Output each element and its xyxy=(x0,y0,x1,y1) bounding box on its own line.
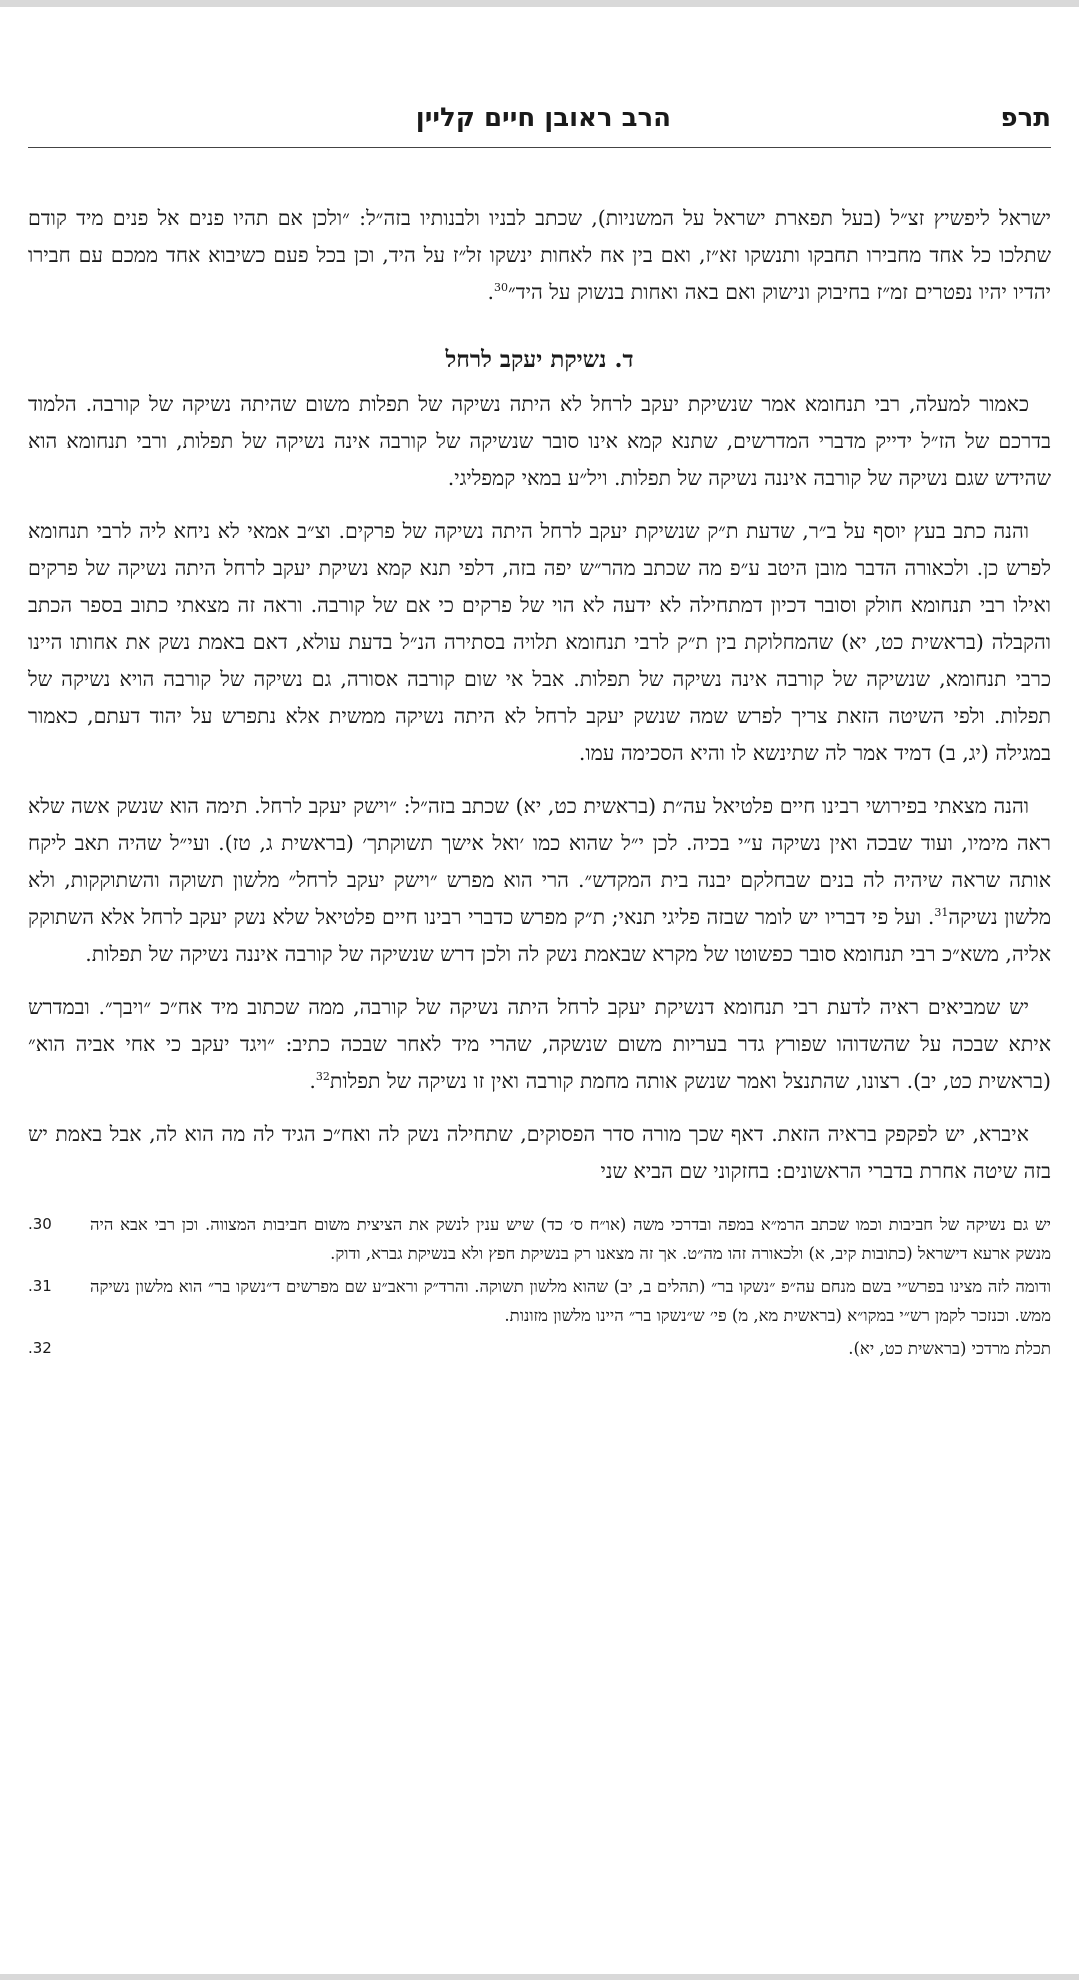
paragraph xyxy=(28,386,1051,497)
paragraph xyxy=(28,989,1051,1100)
paragraph-text: איברא, יש לפקפק בראיה הזאת. דאף שכך מורה סדר הפסוקים, שתחילה נשק לה ואח״כ הגיד לה מה הוא לה, אבל באמת יש בזה שיטה אחרת בדברי הראשונים: בחזקוני שם הביא שני xyxy=(28,1122,1051,1183)
footnote-ref-30[interactable]: 30 xyxy=(493,281,508,295)
paragraph-text-tail: . ועל פי דבריו יש לומר שבזה פליגי תנאי; ת״ק מפרש כדברי רבינו חיים פלטיאל שלא נשק יעקב לרחל אלא השתוקק אליה, משא״כ רבי תנחומא סובר כפשוטו של מקרא שבאמת נשק לה ולכן דרש שנשיקה של קורבה איננה נשיקה של תפלות. xyxy=(28,905,1051,966)
paragraph xyxy=(28,788,1051,973)
section-title: ד. נשיקת יעקב לרחל xyxy=(445,346,634,373)
footnote xyxy=(28,1334,1051,1363)
footnote-number: .31 xyxy=(28,1277,52,1295)
paragraph-text: יש שמביאים ראיה לדעת רבי תנחומא דנשיקת יעקב לרחל היתה נשיקה של קורבה, ממה שכתוב מיד אח״כ ״ויבך״. ובמדרש איתא שבכה על שהשדוהו שפורץ גדר בעריות משום שנשקה, שהרי מיד לאחר שבכה כתיב: ״ויגד יעקב כי אחי אביה הוא״ (בראשית כט, יב). רצונו, שהתנצל ואמר שנשק אותה מחמת קורבה ואין זו נשיקה של תפלות xyxy=(28,995,1051,1093)
footnote-ref-32[interactable]: 32 xyxy=(315,1070,330,1084)
paragraph-text: ישראל ליפשיץ זצ״ל (בעל תפארת ישראל על המשניות), שכתב לבניו ולבנותיו בזה״ל: ״ולכן אם תהיו פנים אל פנים מיד קודם שתלכו כל אחד מחבירו תחבקו ותנשקו זא״ז, ואם בין אח לאחות ינשקו זל״ז על היד, וכן בכל פעם כשיבוא אחד ממכם עם חבירו יהדיו יהיו נפטרים זמ״ז בחיבוק ונישוק ואם באה ואחות בנשוק על היד״ xyxy=(28,206,1051,304)
footnote-number: .30 xyxy=(28,1215,52,1233)
footnote-ref-31[interactable]: 31 xyxy=(934,906,949,920)
paragraph xyxy=(28,200,1051,311)
footnotes xyxy=(28,1210,1051,1363)
paragraph xyxy=(28,513,1051,772)
footnote-number: .32 xyxy=(28,1339,52,1357)
book-author: הרב ראובן חיים קליין xyxy=(415,103,671,133)
footnote xyxy=(28,1210,1051,1268)
paragraph-text-tail: . xyxy=(487,280,494,304)
top-frame xyxy=(0,0,1079,7)
page-number: תרפ xyxy=(1000,103,1051,133)
bottom-frame xyxy=(0,1974,1079,1980)
paragraph-text: והנה כתב בעץ יוסף על ב״ר, שדעת ת״ק שנשיקת יעקב לרחל היתה נשיקה של פרקים. וצ״ב אמאי לא ניחא ליה לרבי תנחומא לפרש כן. ולכאורה הדבר מובן היטב ע״פ מה שכתב מהר״ש יפה בזה, דלפי תנא קמא נשיקת יעקב לרחל היתה נשיקה של פרקים ואילו רבי תנחומא חולק וסובר דכיון דמתחילה לא ידעה לא הוי של פרקים כי אם של קורבה. וראה זה מצאתי כתוב בספר הכתב והקבלה (בראשית כט, יא) שהמחלוקת בין ת״ק לרבי תנחומא תלויה בסתירה הנ״ל בדעת עולא, דאם באמת נשק את אחותו היינו כרבי תנחומא, שנשיקה של קורבה אינה נשיקה של תפלות. אבל אי שום קורבה אסורה, גם נשיקה של קורבה הויא נשיקה של תפלות. ולפי השיטה הזאת צריך לפרש שמה שנשק יעקב לרחל לא היתה נשיקה ממשית אלא נתפרש על יהוד דעתם, כאמור במגילה (יג, ב) דמיד אמר לה שתינשא לו והיא הסכימה עמו. xyxy=(28,519,1051,765)
footnote-text: יש גם נשיקה של חביבות וכמו שכתב הרמ״א במפה ובדרכי משה (או״ח ס׳ כד) שיש ענין לנשק את הציצית משום חביבות המצווה. וכן רבי אבא היה מנשק ארעא דישראל (כתובות קיב, א) ולכאורה זהו מה״ט. אך זה מצאנו רק בנשיקת חפץ ולא בנשיקת גברא, ודוק. xyxy=(90,1215,1051,1263)
main-text xyxy=(28,200,1051,1190)
book-page xyxy=(28,95,1051,1367)
paragraph-text-tail: . xyxy=(309,1069,316,1093)
running-head xyxy=(28,95,1051,148)
footnote-text: תכלת מרדכי (בראשית כט, יא). xyxy=(848,1339,1051,1358)
footnote xyxy=(28,1272,1051,1330)
paragraph-text: כאמור למעלה, רבי תנחומא אמר שנשיקת יעקב לרחל לא היתה נשיקה של תפלות משום שהיתה נשיקה של קורבה. הלמוד בדרכם של הז״ל ידייק מדברי המדרשים, שתנא קמא אינו סובר שנשיקה של קורבה אינה נשיקה של תפלות, ורבי תנחומא הוא שהידש שגם נשיקה של קורבה איננה נשיקה של תפלות. ויל״ע במאי קמפליגי. xyxy=(28,392,1051,490)
footnote-text: ודומה לזה מצינו בפרש״י בשם מנחם עה״פ ״נשקו בר״ (תהלים ב, יב) שהוא מלשון תשוקה. והרד״ק וראב״ע שם מפרשים ד״נשקו בר״ הוא מלשון נשיקה ממש. וכנזכר לקמן רש״י במקו״א (בראשית מא, מ) פי׳ ש״נשקו בר״ היינו מלשון מזונות. xyxy=(90,1277,1051,1325)
paragraph xyxy=(28,1116,1051,1190)
paragraph-text: והנה מצאתי בפירושי רבינו חיים פלטיאל עה״ת (בראשית כט, יא) שכתב בזה״ל: ״וישק יעקב לרחל. תימה הוא שנשק אשה שלא ראה מימיו, ועוד שבכה ואין נשיקה ע״י בכיה. לכן י״ל שהוא כמו ׳ואל אישך תשוקתך׳ (בראשית ג, טז). ועי״ל שהיה תאב ליקח אותה שראה שיהיה לה בנים שבחלקם יבנה בית המקדש״. הרי הוא מפרש ״וישק יעקב לרחל״ מלשון תשוקה והשתוקקות, ולא מלשון נשיקה xyxy=(28,794,1052,929)
